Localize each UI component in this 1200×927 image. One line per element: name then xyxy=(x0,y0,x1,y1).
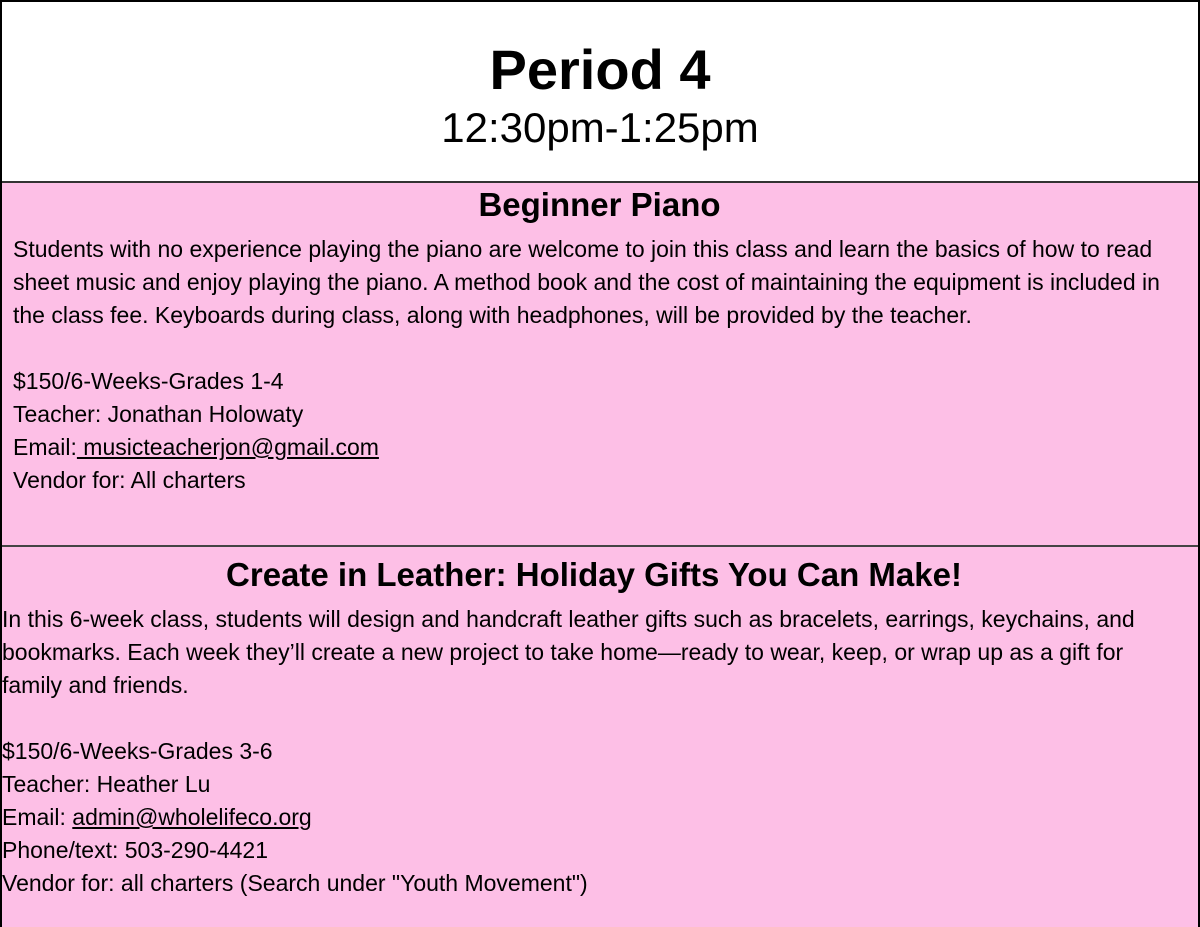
class-vendor: Vendor for: All charters xyxy=(13,467,246,493)
class-email-line xyxy=(13,431,1186,464)
period-header xyxy=(2,2,1198,183)
spacer xyxy=(13,332,1186,365)
class-description: Students with no experience playing the piano are welcome to join this class and learn the basics of how to read sheet music and enjoy playing the piano. A method book and the cost of maintaining the equipment is included in the class fee. Keyboards during class, along with headphones, will be provided by the teacher. xyxy=(13,236,1160,328)
class-description: In this 6-week class, students will design and handcraft leather gifts such as bracelets, earrings, keychains, and bookmarks. Each week they’ll create a new project to take home—ready to wear, keep, or wrap up as a gift for family and friends. xyxy=(2,606,1135,698)
spacer xyxy=(2,702,1186,735)
class-vendor: Vendor for: all charters (Search under "Youth Movement") xyxy=(2,870,588,896)
class-email-line xyxy=(2,801,1186,834)
class-teacher: Teacher: Jonathan Holowaty xyxy=(13,401,304,427)
class-price: $150/6-Weeks-Grades 1-4 xyxy=(13,368,284,394)
period-title: Period 4 xyxy=(489,38,711,101)
class-phone: Phone/text: 503-290-4421 xyxy=(2,837,268,863)
email-link[interactable]: musicteacherjon@gmail.com xyxy=(76,434,379,460)
class-price: $150/6-Weeks-Grades 3-6 xyxy=(2,738,273,764)
email-label: Email: xyxy=(2,804,73,830)
class-section-create-in-leather xyxy=(2,547,1198,927)
class-teacher: Teacher: Heather Lu xyxy=(2,771,211,797)
period-time: 12:30pm-1:25pm xyxy=(441,104,759,151)
class-section-beginner-piano xyxy=(2,183,1198,547)
email-label: Email: xyxy=(13,434,77,460)
class-title: Create in Leather: Holiday Gifts You Can Make! xyxy=(226,556,962,593)
email-link[interactable]: admin@wholelifeco.org xyxy=(72,804,312,830)
class-title: Beginner Piano xyxy=(478,186,721,223)
